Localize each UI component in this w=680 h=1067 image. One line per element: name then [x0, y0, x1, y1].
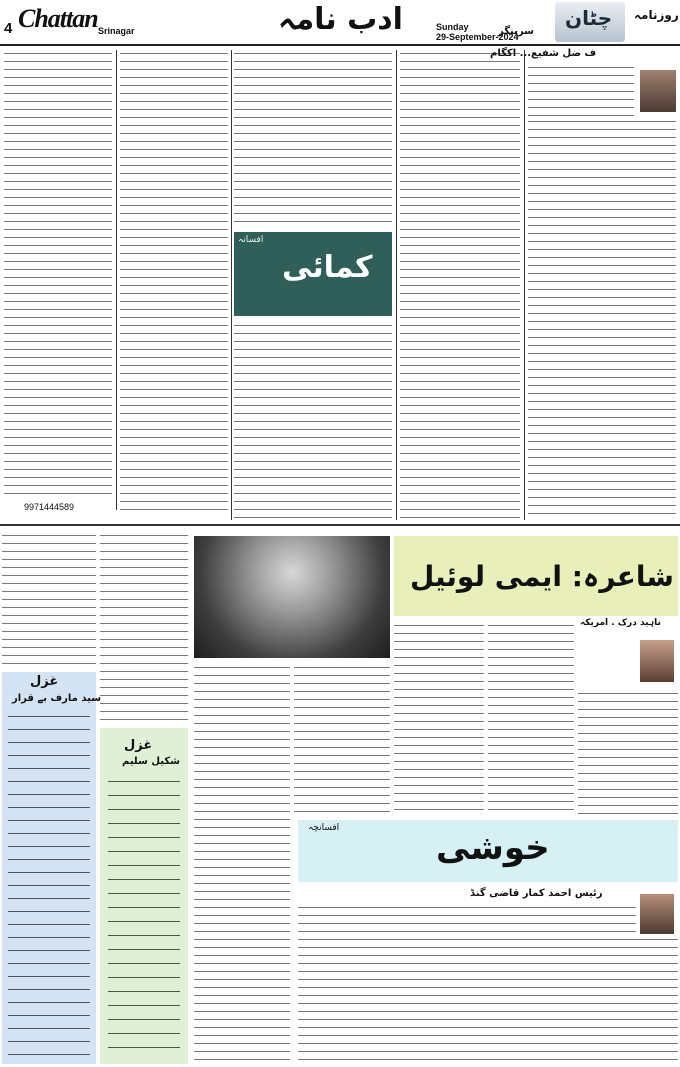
ghazal-title: غزل — [30, 674, 59, 689]
author-photo — [640, 70, 676, 112]
daily-label: روزنامہ — [634, 8, 679, 22]
author-byline: رئیس احمد کمار قاضی گنڈ — [470, 888, 603, 899]
text-column — [528, 118, 676, 520]
text-column — [2, 532, 96, 668]
text-column — [578, 690, 678, 814]
author-byline: ف ضل شفیع... اکگام — [490, 48, 597, 59]
text-column — [194, 664, 290, 1060]
edition-city: Srinagar — [98, 26, 135, 36]
author-photo — [640, 640, 674, 682]
column-divider — [231, 50, 232, 520]
logo-urdu-text: چٹان — [565, 6, 613, 30]
ghazal-text — [8, 712, 90, 1058]
poetess-title: شاعرہ: ایمی لوئیل — [410, 560, 674, 593]
story-title: کمائی — [282, 250, 373, 285]
story-tag: افسانہ — [238, 235, 264, 245]
poetess-portrait-photo — [194, 536, 390, 658]
ghazal-title: غزل — [124, 738, 153, 753]
author-photo — [640, 894, 674, 934]
text-column — [298, 936, 678, 1062]
story-tag: افسانچہ — [308, 823, 340, 833]
date-full: 29-September-2024 — [436, 32, 519, 42]
phone-number: 9971444589 — [24, 502, 75, 512]
text-column — [394, 622, 484, 814]
text-column — [234, 322, 392, 520]
column-divider — [116, 50, 117, 510]
section-divider — [0, 524, 680, 526]
happiness-title: خوشی — [436, 828, 550, 868]
date-day: Sunday — [436, 22, 469, 32]
text-column — [234, 50, 392, 226]
author-byline: ناہید درک . امریکہ — [580, 618, 661, 628]
ghazal-author: سید مارف بے قرار — [12, 693, 102, 704]
text-column — [528, 64, 634, 116]
text-column — [488, 622, 574, 814]
column-divider — [524, 50, 525, 520]
text-column — [4, 50, 112, 498]
text-column — [294, 664, 390, 814]
page-number: 4 — [4, 20, 13, 37]
column-divider — [396, 50, 397, 520]
ghazal-text — [108, 776, 180, 1058]
text-column — [400, 50, 520, 520]
brand-logo-text: Chattan — [18, 4, 98, 33]
text-column — [120, 50, 228, 512]
edition-city-urdu: سرینگر — [498, 26, 534, 37]
ghazal-author: شکیل سلیم — [122, 756, 180, 767]
text-column — [100, 532, 188, 724]
section-title: ادب نامہ — [278, 2, 403, 37]
